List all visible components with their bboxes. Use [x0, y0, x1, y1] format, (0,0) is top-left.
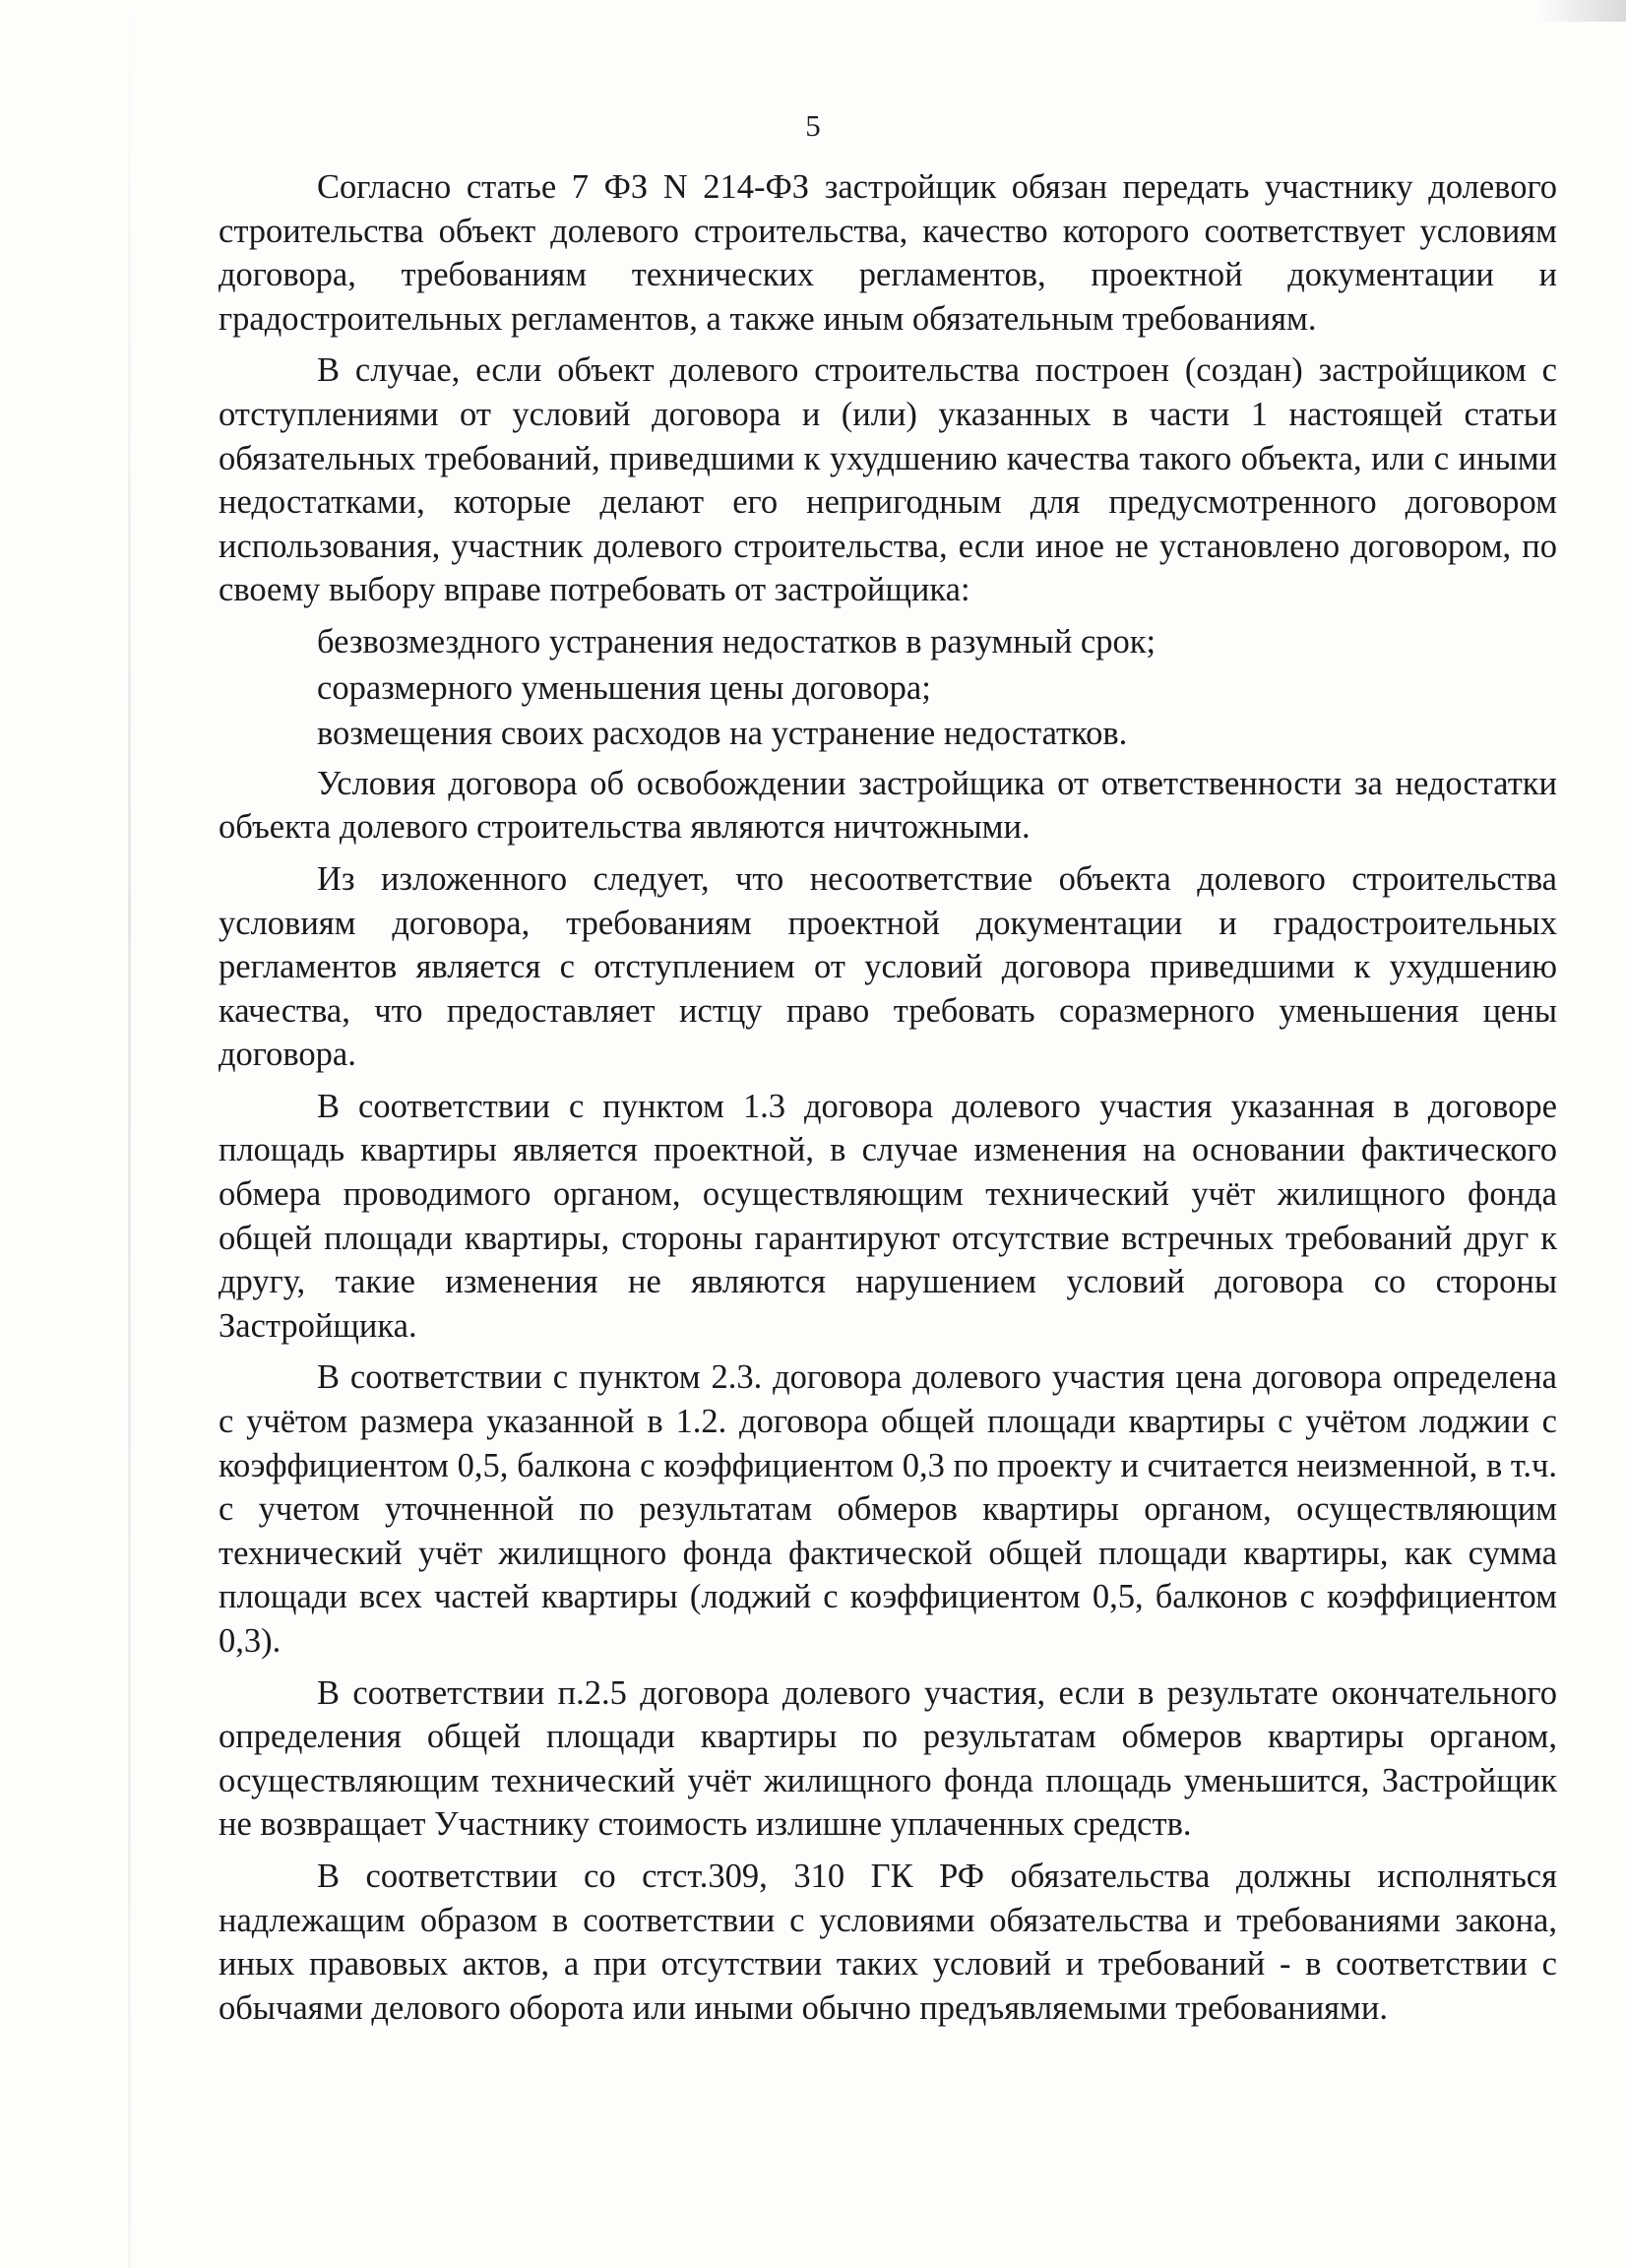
paragraph-defects-case: В случае, если объект долевого строительства построен (создан) застройщиком с отступлениями от условий договора и (или) указанных в части 1 настоящей статьи обязательных требований, приведшими к ухудшению качества такого объекта, или с иными недостатками, которые делают его непригодным для предусмотренного договором использования, участник долевого строительства, если иное не установлено договором, по своему выбору вправе потребовать от застройщика:	[219, 351, 1557, 609]
scan-corner-artifact	[1537, 0, 1626, 22]
paragraph-clause-1-3: В соответствии с пунктом 1.3 договора долевого участия указанная в договоре площадь квартиры является проектной, в случае изменения на основании фактического обмера проводимого органом, осуществляющим технический учёт жилищного фонда общей площади квартиры, стороны гарантируют отсутствие встречных требований друг к другу, такие изменения не являются нарушением условий договора со стороны Застройщика.	[219, 1087, 1557, 1345]
paragraph-void-conditions: Условия договора об освобождении застройщика от ответственности за недостатки объекта долевого строительства являются ничтожными.	[219, 764, 1557, 847]
list-item: безвозмездного устранения недостатков в разумный срок;	[317, 622, 1157, 661]
scan-edge-artifact	[128, 0, 131, 2268]
paragraph-article-7: Согласно статье 7 ФЗ N 214-ФЗ застройщик обязан передать участнику долевого строительства объект долевого строительства, качество которого соответствует условиям договора, требованиям технических регламентов, проектной документации и градостроительных регламентов, а также иным обязательным требованиям.	[219, 168, 1557, 338]
list-item: соразмерного уменьшения цены договора;	[317, 668, 931, 707]
paragraph-clause-2-3: В соответствии с пунктом 2.3. договора долевого участия цена договора определена с учётом размера указанной в 1.2. договора общей площади квартиры с учётом лоджии с коэффициентом 0,5, балкона с коэффициентом 0,3 по проекту и считается неизменной, в т.ч. с учетом уточненной по результатам обмеров квартиры органом, осуществляющим технический учёт жилищного фонда фактической общей площади квартиры, как сумма площади всех частей квартиры (лоджий с коэффициентом 0,5, балконов с коэффициентом 0,3).	[219, 1358, 1557, 1660]
paragraph-civil-code: В соответствии со стст.309, 310 ГК РФ обязательства должны исполняться надлежащим образом в соответствии с условиями обязательства и требованиями закона, иных правовых актов, а при отсутствии таких условий и требований - в соответствии с обычаями делового оборота или иными обычно предъявляемыми требованиями.	[219, 1857, 1557, 2027]
paragraph-conclusion: Из изложенного следует, что несоответствие объекта долевого строительства условиям договора, требованиям проектной документации и градостроительных регламентов является с отступлением от условий договора приведшими к ухудшению качества, что предоставляет истцу право требовать соразмерного уменьшения цены договора.	[219, 859, 1557, 1074]
document-body	[219, 165, 1557, 2038]
list-item: возмещения своих расходов на устранение недостатков.	[317, 715, 1128, 753]
page-number: 5	[805, 108, 821, 143]
paragraph-clause-2-5: В соответствии п.2.5 договора долевого участия, если в результате окончательного определения общей площади квартиры по результатам обмеров квартиры органом, осуществляющим технический учёт жилищного фонда площадь уменьшится, Застройщик не возвращает Участнику стоимость излишне уплаченных средств.	[219, 1673, 1557, 1844]
